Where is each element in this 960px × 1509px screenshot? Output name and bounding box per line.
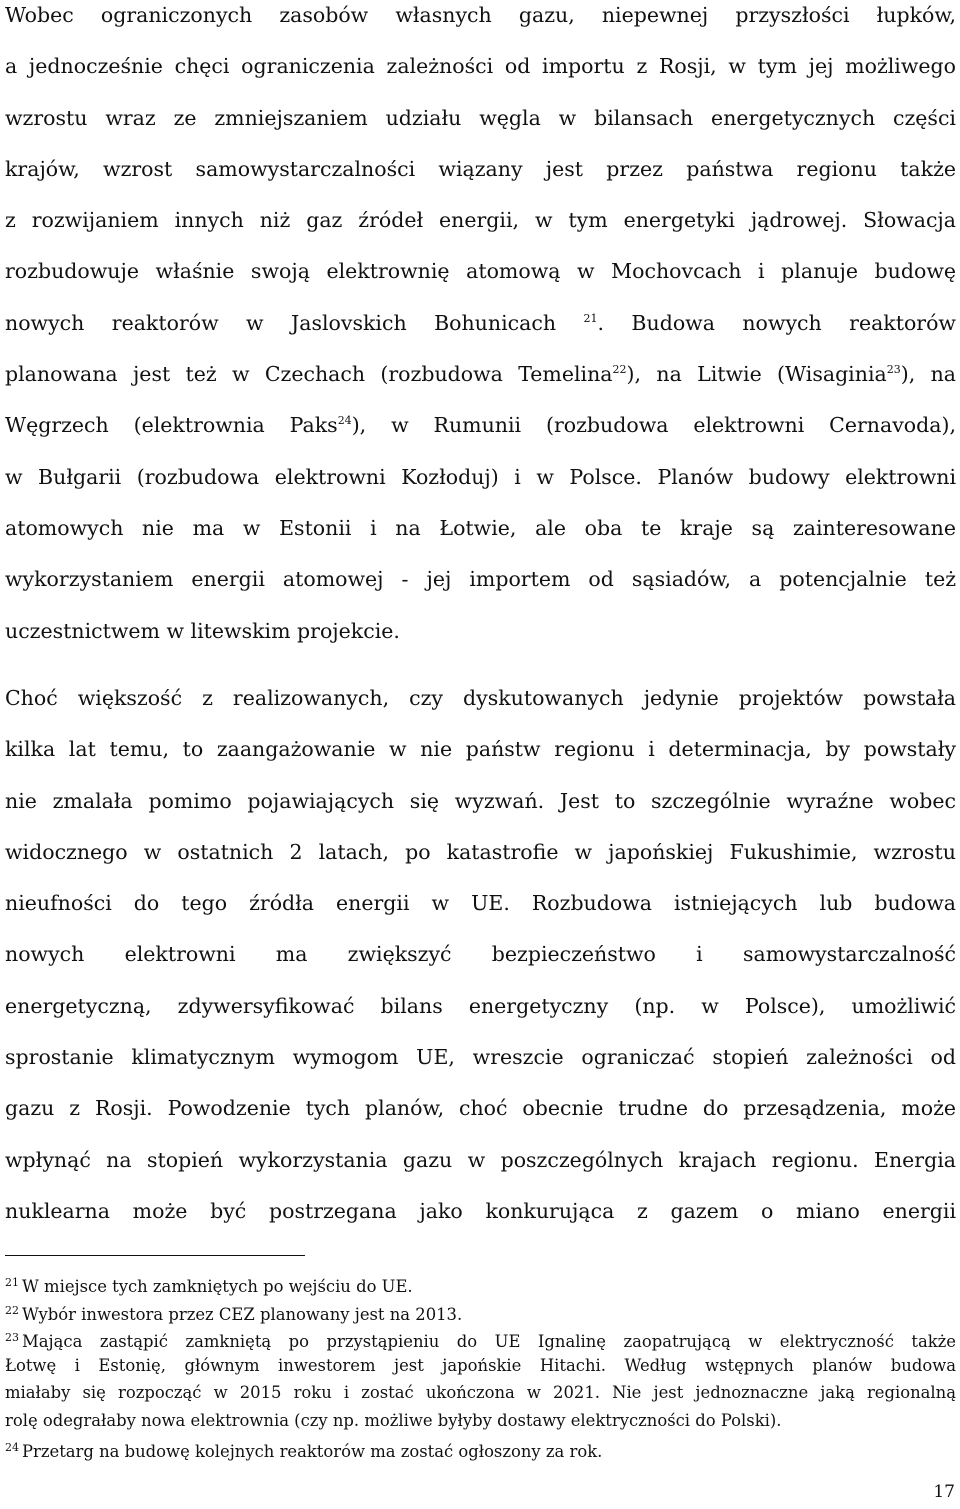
text-fragment: Węgrzech (elektrownia Paks [5, 413, 338, 438]
footnote-23 [5, 1324, 956, 1352]
footnote-22 [5, 1297, 956, 1325]
text-line: energetyczną, zdywersyfikować bilans energetyczny (np. w Polsce), umożliwić [5, 993, 956, 1018]
text-fragment: ), na [900, 362, 956, 387]
text-line: nowych elektrowni ma zwiększyć bezpieczeństwo i samowystarczalność [5, 942, 956, 967]
text-line: a jednocześnie chęci ograniczenia zależności od importu z Rosji, w tym jej możliwego [5, 54, 956, 79]
footnote-text: Mająca zastąpić zamkniętą po przystąpieniu do UE Ignalinę zaopatrującą w elektryczność także [22, 1332, 956, 1351]
paragraph-nuclear-plans [5, 0, 956, 657]
text-line: nie zmalała pomimo pojawiających się wyzwań. Jest to szczególnie wyraźne wobec [5, 788, 956, 813]
footnote-number: 21 [5, 1276, 19, 1289]
text-fragment: nowych reaktorów w Jaslovskich Bohunicach [5, 310, 557, 335]
text-line: nuklearna może być postrzegana jako konkurująca z gazem o miano energii [5, 1198, 956, 1223]
footnote-ref: 22 [612, 363, 627, 377]
text-line: z rozwijaniem innych niż gaz źródeł energii, w tym energetyki jądrowej. Słowacja [5, 208, 956, 233]
text-line: uczestnictwem w litewskim projekcie. [5, 618, 400, 643]
text-fragment: planowana jest też w Czechach (rozbudowa Temelina [5, 362, 613, 387]
page-number: 17 [933, 1482, 955, 1502]
text-line: Wobec ograniczonych zasobów własnych gazu, niepewnej przyszłości łupków, [5, 3, 956, 27]
footnote-text: Przetarg na budowę kolejnych reaktorów ma zostać ogłoszony za rok. [22, 1442, 603, 1461]
footnotes [5, 1269, 956, 1462]
text-line: wzrostu wraz ze zmniejszaniem udziału węgla w bilansach energetycznych części [5, 105, 956, 130]
footnote-text: Wybór inwestora przez CEZ planowany jest na 2013. [22, 1304, 463, 1324]
text-line: w Bułgarii (rozbudowa elektrowni Kozłoduj) i w Polsce. Planów budowy elektrowni [5, 464, 956, 489]
footnote-number: 22 [5, 1303, 19, 1317]
text-line: wpłynąć na stopień wykorzystania gazu w poszczególnych krajach regionu. Energia [5, 1147, 956, 1172]
text-line: atomowych nie ma w Estonii i na Łotwie, ale oba te kraje są zainteresowane [5, 515, 956, 540]
footnote-ref: 21 [583, 311, 598, 325]
footnote-21 [5, 1269, 956, 1297]
text-line: gazu z Rosji. Powodzenie tych planów, choć obecnie trudne do przesądzenia, może [5, 1096, 956, 1121]
text-line: nieufności do tego źródła energii w UE. Rozbudowa istniejących lub budowa [5, 891, 956, 916]
text-fragment: . Budowa nowych reaktorów [597, 310, 956, 335]
text-line: krajów, wzrost samowystarczalności wiązany jest przez państwa regionu także [5, 156, 956, 181]
footnote-number: 23 [5, 1331, 19, 1344]
text-fragment: ), na Litwie (Wisaginia [626, 362, 887, 387]
text-line: Choć większość z realizowanych, czy dyskutowanych jedynie projektów powstała [5, 686, 956, 710]
text-line [5, 349, 956, 400]
footnote-ref: 23 [886, 363, 901, 377]
text-fragment: ), w Rumunii (rozbudowa elektrowni Cernavoda), [351, 413, 956, 438]
footnote-23-continued: rolę odegrałaby nowa elektrownia (czy np. możliwe byłyby dostawy elektryczności do Polski). [5, 1410, 782, 1430]
text-line: wykorzystaniem energii atomowej - jej importem od sąsiadów, a potencjalnie też [5, 567, 956, 592]
text-line [5, 298, 956, 349]
paragraph-commitment [5, 673, 956, 1237]
footnote-text: W miejsce tych zamkniętych po wejściu do UE. [22, 1277, 413, 1296]
footnote-23-continued: Łotwę i Estonię, głównym inwestorem jest japońskie Hitachi. Według wstępnych planów budowa [5, 1355, 956, 1375]
text-line [5, 400, 956, 451]
footnote-number: 24 [5, 1441, 19, 1454]
text-line: kilka lat temu, to zaangażowanie w nie państw regionu i determinacja, by powstały [5, 737, 956, 762]
footnote-ref: 24 [337, 414, 352, 428]
footnote-23-continued: miałaby się rozpocząć w 2015 roku i zostać ukończona w 2021. Nie jest jednoznaczne jaką regionalną [5, 1383, 956, 1402]
footnote-24 [5, 1434, 956, 1462]
text-line: widocznego w ostatnich 2 latach, po katastrofie w japońskiej Fukushimie, wzrostu [5, 839, 956, 864]
text-line: rozbudowuje właśnie swoją elektrownię atomową w Mochovcach i planuje budowę [5, 259, 956, 284]
text-line: sprostanie klimatycznym wymogom UE, wreszcie ograniczać stopień zależności od [5, 1045, 956, 1070]
footnote-separator [5, 1255, 305, 1256]
